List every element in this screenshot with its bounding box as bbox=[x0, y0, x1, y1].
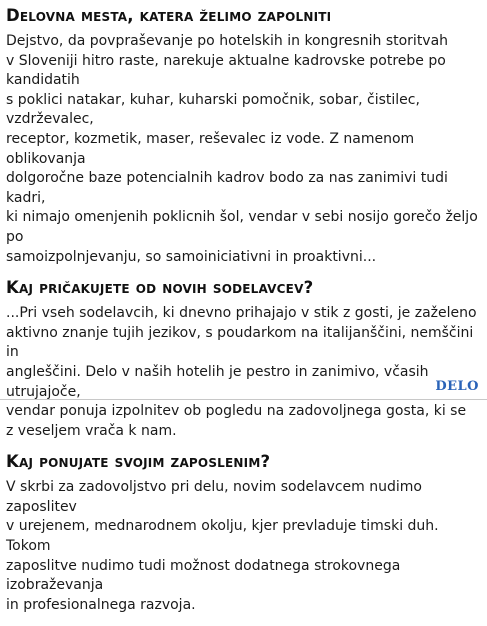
section-heading: Delovna mesta, katera želimo zapolniti bbox=[6, 6, 332, 25]
section-offer bbox=[6, 452, 481, 615]
delo-logo: DELO bbox=[435, 379, 479, 394]
section-paragraph: V skrbi za zadovoljstvo pri delu, novim sodelavcem nudimo zaposlitev v urejenem, mednarodnem okolju, kjer prevladuje timski duh. Tokom zaposlitve nudimo tudi možnost dodatnega strokovnega izobraževanja in profesionalnega razvoja. bbox=[6, 479, 439, 613]
section-heading: Kaj pričakujete od novih sodelavcev? bbox=[6, 278, 314, 298]
section-paragraph: ...Pri vseh sodelavcih, ki dnevno prihajajo v stik z gosti, je zaželeno aktivno znanje tujih jezikov, s poudarkom na italijanščini, nemščini in angleščini. Delo v naših hotelih je pestro in zanimivo, včasih utrujajoče, vendar ponuja izpolnitev ob pogledu na zadovoljnega gosta, ki se z veseljem vrača k nam. bbox=[6, 305, 477, 439]
section-positions bbox=[6, 6, 481, 267]
article bbox=[6, 6, 481, 626]
section-heading: Kaj ponujate svojim zaposlenim? bbox=[6, 452, 271, 472]
section-paragraph: Dejstvo, da povpraševanje po hotelskih in kongresnih storitvah v Sloveniji hitro raste, narekuje aktualne kadrovske potrebe po kandidatih s poklici natakar, kuhar, kuharski pomočnik, sobar, čistilec, vzdrževalec, receptor, kozmetik, maser, reševalec iz vode. Z namenom oblikovanja dolgoročne baze potencialnih kadrov bodo za nas zanimivi tudi kadri, ki nimajo omenjenih poklicnih šol, vendar v sebi nosijo gorečo željo po samoizpolnjevanju, so samoiniciativni in proaktivni... bbox=[6, 33, 478, 265]
section-expectations bbox=[6, 278, 481, 441]
